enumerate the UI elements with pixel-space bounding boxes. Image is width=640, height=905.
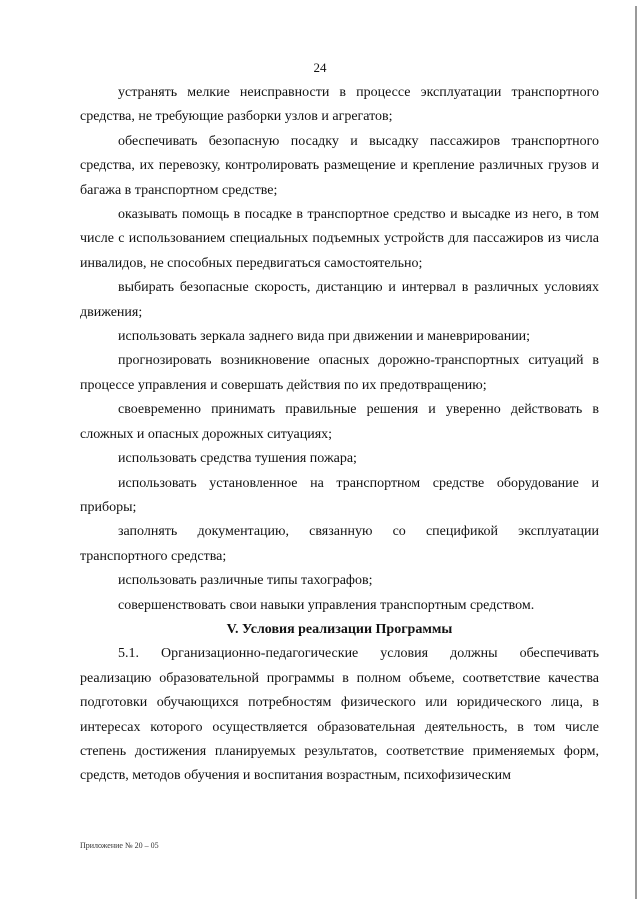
page-number: 24: [313, 60, 327, 75]
list-item: использовать различные типы тахографов;: [118, 573, 373, 589]
page-footer: Приложение № 20 – 05: [80, 841, 159, 850]
section-heading: V. Условия реализации Программы: [226, 621, 453, 637]
page-body: [80, 81, 599, 789]
section-paragraph: 5.1. Организационно-педагогические условия должны обеспечивать реализацию образовательной программы в полном объеме, соответствие качества подготовки обучающихся потребностям физического или юридического лица, в интересах которого осуществляется образовательная деятельность, в том числе степень достижения планируемых результатов, соответствие применяемых форм, средств, методов обучения и воспитания возрастным, психофизическим: [80, 646, 599, 784]
page-edge: [635, 6, 637, 899]
list-item: совершенствовать свои навыки управления транспортным средством.: [118, 597, 535, 613]
list-item: использовать зеркала заднего вида при движении и маневрировании;: [118, 329, 531, 345]
list-item: использовать установленное на транспортном средстве оборудование и приборы;: [80, 475, 599, 515]
list-item: использовать средства тушения пожара;: [118, 451, 357, 467]
list-item: выбирать безопасные скорость, дистанцию и интервал в различных условиях движения;: [80, 280, 599, 320]
list-item: обеспечивать безопасную посадку и высадку пассажиров транспортного средства, их перевозку, контролировать размещение и крепление различных грузов и багажа в транспортном средстве;: [80, 133, 599, 198]
list-item: прогнозировать возникновение опасных дорожно-транспортных ситуаций в процессе управления и совершать действия по их предотвращению;: [80, 353, 599, 393]
list-item: оказывать помощь в посадке в транспортное средство и высадке из него, в том числе с использованием специальных подъемных устройств для пассажиров из числа инвалидов, не способных передвигаться самостоятельно;: [80, 207, 599, 271]
list-item: своевременно принимать правильные решения и уверенно действовать в сложных и опасных дорожных ситуациях;: [80, 402, 599, 442]
list-item: устранять мелкие неисправности в процессе эксплуатации транспортного средства, не требующие разборки узлов и агрегатов;: [80, 85, 599, 125]
list-item: заполнять документацию, связанную со спецификой эксплуатации транспортного средства;: [80, 524, 599, 564]
